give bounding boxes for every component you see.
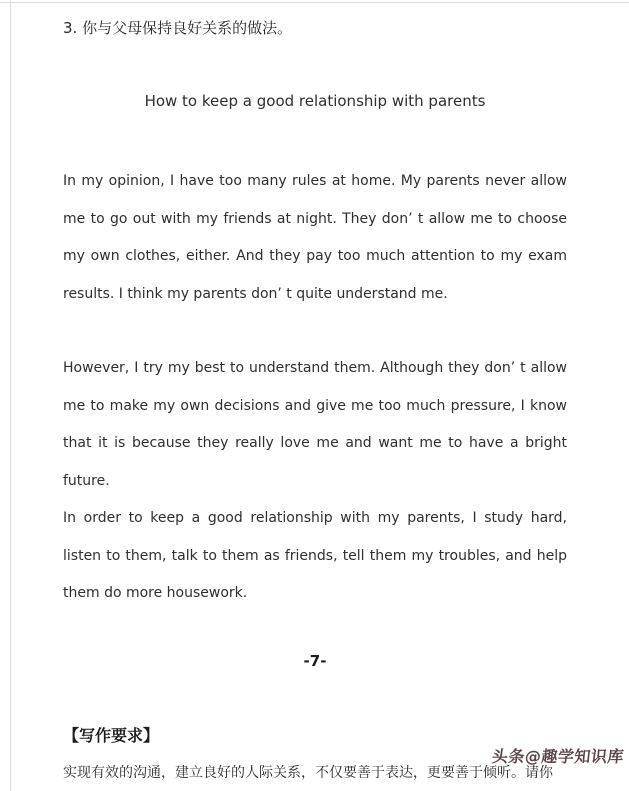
requirements-heading: 【写作要求】 [63, 726, 160, 745]
essay-title: How to keep a good relationship with parents [144, 92, 486, 110]
page-number: -7- [303, 652, 327, 670]
point-heading: 3. 你与父母保持良好关系的做法。 [63, 19, 293, 37]
essay-paragraph-2: However, I try my best to understand them. Although they don’ t allow me to make my own decisions and give me too much pressure, I know that it is because they really love me and want me to have a bright future. [63, 360, 567, 489]
left-rule-divider [10, 0, 11, 791]
top-rule-divider [0, 2, 629, 3]
essay-paragraph-1: In my opinion, I have too many rules at home. My parents never allow me to go out with my friends at night. They don’ t allow me to choose my own clothes, either. And they pay too much attention to my exam results. I think my parents don’ t quite understand me. [63, 173, 567, 302]
essay-paragraph-3: In order to keep a good relationship with my parents, I study hard, listen to them, talk to them as friends, tell them my troubles, and help them do more housework. [63, 510, 567, 601]
requirements-text: 实现有效的沟通，建立良好的人际关系，不仅要善于表达，更要善于倾听。请你 [63, 765, 553, 781]
toutiao-watermark: 头条@趣学知识库 [490, 747, 625, 766]
